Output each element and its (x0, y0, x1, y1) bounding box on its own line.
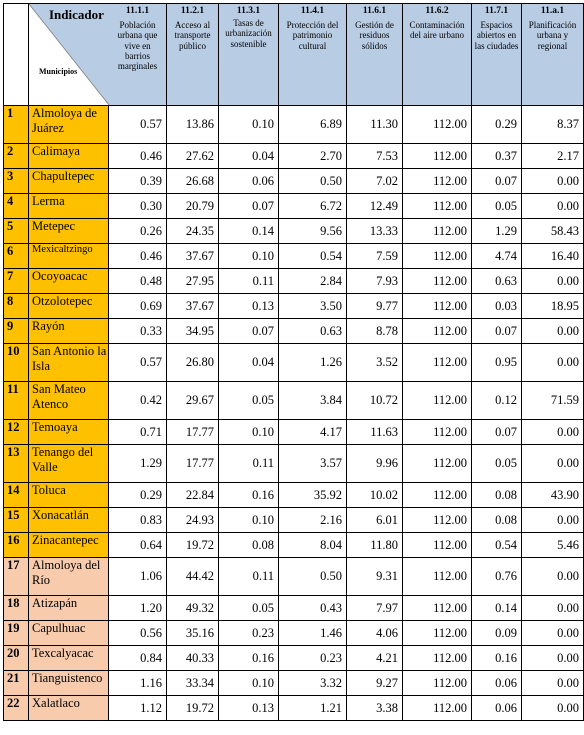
value-cell: 3.38 (347, 696, 403, 721)
municipality-name: Calimaya (29, 144, 109, 169)
header-col-7: 11.7.1 Espacios abiertos en las ciudades (472, 4, 522, 106)
value-cell: 0.00 (522, 508, 584, 533)
value-cell: 0.54 (472, 533, 522, 558)
row-number: 21 (4, 671, 29, 696)
table-row (4, 194, 584, 219)
municipality-name: Temoaya (29, 420, 109, 445)
value-cell: 0.46 (109, 244, 167, 269)
value-cell: 0.10 (219, 671, 279, 696)
value-cell: 40.33 (167, 646, 219, 671)
value-cell: 0.57 (109, 344, 167, 382)
header-col-8: 11.a.1 Planificación urbana y regional (522, 4, 584, 106)
value-cell: 0.56 (109, 621, 167, 646)
value-cell: 37.67 (167, 294, 219, 319)
value-cell: 16.40 (522, 244, 584, 269)
value-cell: 112.00 (403, 646, 472, 671)
value-cell: 0.00 (522, 646, 584, 671)
value-cell: 1.12 (109, 696, 167, 721)
row-number: 8 (4, 294, 29, 319)
value-cell: 20.79 (167, 194, 219, 219)
value-cell: 9.56 (279, 219, 347, 244)
table-row (4, 646, 584, 671)
table-body (4, 106, 584, 721)
value-cell: 0.00 (522, 269, 584, 294)
value-cell: 112.00 (403, 219, 472, 244)
value-cell: 58.43 (522, 219, 584, 244)
value-cell: 0.00 (522, 596, 584, 621)
municipality-name: Chapultepec (29, 169, 109, 194)
value-cell: 19.72 (167, 533, 219, 558)
value-cell: 0.05 (472, 194, 522, 219)
row-number: 11 (4, 382, 29, 420)
value-cell: 0.09 (472, 621, 522, 646)
value-cell: 0.00 (522, 344, 584, 382)
value-cell: 0.16 (219, 483, 279, 508)
municipality-name: Zinacantepec (29, 533, 109, 558)
value-cell: 1.29 (472, 219, 522, 244)
value-cell: 0.46 (109, 144, 167, 169)
table-row (4, 344, 584, 382)
value-cell: 29.67 (167, 382, 219, 420)
table-row (4, 319, 584, 344)
value-cell: 0.04 (219, 344, 279, 382)
municipality-name: Almoloya del Río (29, 558, 109, 596)
value-cell: 44.42 (167, 558, 219, 596)
indicators-table (3, 3, 584, 721)
row-number: 22 (4, 696, 29, 721)
municipality-name: Mexicaltzingo (29, 244, 109, 269)
value-cell: 0.11 (219, 558, 279, 596)
value-cell: 0.64 (109, 533, 167, 558)
value-cell: 5.46 (522, 533, 584, 558)
table-row (4, 219, 584, 244)
value-cell: 27.95 (167, 269, 219, 294)
value-cell: 0.10 (219, 106, 279, 144)
table-row (4, 144, 584, 169)
value-cell: 11.63 (347, 420, 403, 445)
value-cell: 2.84 (279, 269, 347, 294)
value-cell: 3.84 (279, 382, 347, 420)
value-cell: 0.43 (279, 596, 347, 621)
municipality-name: Capulhuac (29, 621, 109, 646)
value-cell: 0.10 (219, 244, 279, 269)
row-number: 5 (4, 219, 29, 244)
value-cell: 1.26 (279, 344, 347, 382)
table-row (4, 621, 584, 646)
value-cell: 0.71 (109, 420, 167, 445)
municipality-name: San Mateo Atenco (29, 382, 109, 420)
row-number: 15 (4, 508, 29, 533)
value-cell: 0.00 (522, 194, 584, 219)
row-number: 9 (4, 319, 29, 344)
value-cell: 2.16 (279, 508, 347, 533)
value-cell: 10.72 (347, 382, 403, 420)
value-cell: 0.84 (109, 646, 167, 671)
value-cell: 4.06 (347, 621, 403, 646)
value-cell: 0.11 (219, 445, 279, 483)
value-cell: 0.06 (219, 169, 279, 194)
value-cell: 7.97 (347, 596, 403, 621)
value-cell: 0.12 (472, 382, 522, 420)
value-cell: 1.29 (109, 445, 167, 483)
value-cell: 35.16 (167, 621, 219, 646)
value-cell: 0.03 (472, 294, 522, 319)
value-cell: 112.00 (403, 169, 472, 194)
value-cell: 0.69 (109, 294, 167, 319)
table-row (4, 533, 584, 558)
value-cell: 1.16 (109, 671, 167, 696)
value-cell: 0.07 (472, 319, 522, 344)
row-number: 13 (4, 445, 29, 483)
row-number: 2 (4, 144, 29, 169)
value-cell: 9.96 (347, 445, 403, 483)
table-row (4, 445, 584, 483)
value-cell: 0.48 (109, 269, 167, 294)
value-cell: 0.83 (109, 508, 167, 533)
indicator-label: Indicador (49, 7, 104, 22)
row-number: 17 (4, 558, 29, 596)
municipality-name: Almoloya de Juárez (29, 106, 109, 144)
row-number: 19 (4, 621, 29, 646)
municipality-name: Lerma (29, 194, 109, 219)
value-cell: 0.26 (109, 219, 167, 244)
value-cell: 0.63 (279, 319, 347, 344)
value-cell: 112.00 (403, 144, 472, 169)
value-cell: 112.00 (403, 596, 472, 621)
value-cell: 0.14 (472, 596, 522, 621)
value-cell: 0.54 (279, 244, 347, 269)
table-row (4, 508, 584, 533)
value-cell: 0.57 (109, 106, 167, 144)
table-row (4, 420, 584, 445)
municipality-name: Toluca (29, 483, 109, 508)
value-cell: 17.77 (167, 420, 219, 445)
value-cell: 112.00 (403, 382, 472, 420)
municipality-name: Xalatlaco (29, 696, 109, 721)
table-row (4, 596, 584, 621)
row-number: 16 (4, 533, 29, 558)
value-cell: 0.16 (472, 646, 522, 671)
value-cell: 0.50 (279, 169, 347, 194)
header-col-3: 11.3.1 Tasas de urbanización sostenible (219, 4, 279, 106)
value-cell: 0.07 (472, 169, 522, 194)
value-cell: 0.00 (522, 671, 584, 696)
value-cell: 7.53 (347, 144, 403, 169)
value-cell: 7.59 (347, 244, 403, 269)
value-cell: 0.07 (219, 319, 279, 344)
value-cell: 112.00 (403, 420, 472, 445)
value-cell: 0.00 (522, 696, 584, 721)
value-cell: 26.80 (167, 344, 219, 382)
value-cell: 0.07 (472, 420, 522, 445)
row-number: 20 (4, 646, 29, 671)
header-col-4: 11.4.1 Protección del patrimonio cultural (279, 4, 347, 106)
table-row (4, 269, 584, 294)
value-cell: 6.89 (279, 106, 347, 144)
value-cell: 13.86 (167, 106, 219, 144)
value-cell: 0.33 (109, 319, 167, 344)
value-cell: 19.72 (167, 696, 219, 721)
value-cell: 9.77 (347, 294, 403, 319)
value-cell: 0.05 (472, 445, 522, 483)
value-cell: 112.00 (403, 533, 472, 558)
value-cell: 7.02 (347, 169, 403, 194)
municipality-name: Rayón (29, 319, 109, 344)
value-cell: 0.05 (219, 596, 279, 621)
value-cell: 1.20 (109, 596, 167, 621)
value-cell: 0.13 (219, 294, 279, 319)
table-row (4, 382, 584, 420)
row-number: 6 (4, 244, 29, 269)
value-cell: 43.90 (522, 483, 584, 508)
value-cell: 3.52 (347, 344, 403, 382)
value-cell: 112.00 (403, 106, 472, 144)
value-cell: 0.95 (472, 344, 522, 382)
value-cell: 112.00 (403, 558, 472, 596)
value-cell: 17.77 (167, 445, 219, 483)
municipality-name: Metepec (29, 219, 109, 244)
value-cell: 4.17 (279, 420, 347, 445)
row-number: 18 (4, 596, 29, 621)
value-cell: 0.30 (109, 194, 167, 219)
value-cell: 0.39 (109, 169, 167, 194)
value-cell: 0.76 (472, 558, 522, 596)
value-cell: 1.21 (279, 696, 347, 721)
value-cell: 18.95 (522, 294, 584, 319)
value-cell: 0.00 (522, 420, 584, 445)
table-row (4, 294, 584, 319)
row-number: 3 (4, 169, 29, 194)
value-cell: 0.29 (109, 483, 167, 508)
table-row (4, 244, 584, 269)
value-cell: 0.29 (472, 106, 522, 144)
value-cell: 112.00 (403, 269, 472, 294)
value-cell: 0.23 (219, 621, 279, 646)
value-cell: 112.00 (403, 344, 472, 382)
value-cell: 112.00 (403, 445, 472, 483)
value-cell: 26.68 (167, 169, 219, 194)
header-row (4, 4, 584, 106)
municipality-name: Ocoyoacac (29, 269, 109, 294)
value-cell: 33.34 (167, 671, 219, 696)
value-cell: 112.00 (403, 508, 472, 533)
row-number: 10 (4, 344, 29, 382)
value-cell: 13.33 (347, 219, 403, 244)
value-cell: 9.31 (347, 558, 403, 596)
value-cell: 22.84 (167, 483, 219, 508)
value-cell: 6.72 (279, 194, 347, 219)
value-cell: 0.00 (522, 169, 584, 194)
value-cell: 35.92 (279, 483, 347, 508)
value-cell: 0.10 (219, 508, 279, 533)
value-cell: 6.01 (347, 508, 403, 533)
municipality-name: Otzolotepec (29, 294, 109, 319)
municipality-name: Xonacatlán (29, 508, 109, 533)
value-cell: 0.06 (472, 671, 522, 696)
value-cell: 0.07 (219, 194, 279, 219)
value-cell: 0.42 (109, 382, 167, 420)
value-cell: 2.70 (279, 144, 347, 169)
value-cell: 10.02 (347, 483, 403, 508)
value-cell: 24.93 (167, 508, 219, 533)
value-cell: 4.74 (472, 244, 522, 269)
value-cell: 9.27 (347, 671, 403, 696)
value-cell: 49.32 (167, 596, 219, 621)
value-cell: 0.00 (522, 319, 584, 344)
table-row (4, 558, 584, 596)
value-cell: 3.50 (279, 294, 347, 319)
value-cell: 0.14 (219, 219, 279, 244)
value-cell: 11.30 (347, 106, 403, 144)
value-cell: 0.63 (472, 269, 522, 294)
value-cell: 0.08 (472, 483, 522, 508)
value-cell: 0.37 (472, 144, 522, 169)
header-col-6: 11.6.2 Contaminación del aire urbano (403, 4, 472, 106)
row-number: 4 (4, 194, 29, 219)
value-cell: 0.04 (219, 144, 279, 169)
value-cell: 1.06 (109, 558, 167, 596)
municipality-name: Texcalyacac (29, 646, 109, 671)
value-cell: 37.67 (167, 244, 219, 269)
value-cell: 24.35 (167, 219, 219, 244)
table-row (4, 106, 584, 144)
value-cell: 0.00 (522, 621, 584, 646)
value-cell: 112.00 (403, 671, 472, 696)
header-index-cell (4, 4, 29, 106)
table-row (4, 169, 584, 194)
header-corner-cell (29, 4, 109, 106)
value-cell: 0.05 (219, 382, 279, 420)
value-cell: 1.46 (279, 621, 347, 646)
row-number: 1 (4, 106, 29, 144)
value-cell: 0.13 (219, 696, 279, 721)
value-cell: 112.00 (403, 244, 472, 269)
value-cell: 0.16 (219, 646, 279, 671)
value-cell: 0.08 (472, 508, 522, 533)
value-cell: 3.32 (279, 671, 347, 696)
value-cell: 0.50 (279, 558, 347, 596)
value-cell: 112.00 (403, 696, 472, 721)
value-cell: 11.80 (347, 533, 403, 558)
value-cell: 112.00 (403, 319, 472, 344)
value-cell: 0.23 (279, 646, 347, 671)
row-number: 12 (4, 420, 29, 445)
municipality-name: San Antonio la Isla (29, 344, 109, 382)
header-col-2: 11.2.1 Acceso al transporte público (167, 4, 219, 106)
value-cell: 71.59 (522, 382, 584, 420)
value-cell: 8.04 (279, 533, 347, 558)
municipality-name: Tenango del Valle (29, 445, 109, 483)
value-cell: 112.00 (403, 294, 472, 319)
value-cell: 4.21 (347, 646, 403, 671)
value-cell: 0.06 (472, 696, 522, 721)
value-cell: 34.95 (167, 319, 219, 344)
value-cell: 8.37 (522, 106, 584, 144)
value-cell: 0.08 (219, 533, 279, 558)
value-cell: 3.57 (279, 445, 347, 483)
municipality-name: Atizapán (29, 596, 109, 621)
value-cell: 7.93 (347, 269, 403, 294)
municipality-name: Tianguistenco (29, 671, 109, 696)
row-number: 7 (4, 269, 29, 294)
value-cell: 0.00 (522, 558, 584, 596)
value-cell: 0.11 (219, 269, 279, 294)
header-col-5: 11.6.1 Gestión de residuos sólidos (347, 4, 403, 106)
value-cell: 0.10 (219, 420, 279, 445)
table-row (4, 696, 584, 721)
value-cell: 27.62 (167, 144, 219, 169)
municipalities-label: Municipios (39, 67, 78, 76)
value-cell: 112.00 (403, 483, 472, 508)
value-cell: 2.17 (522, 144, 584, 169)
value-cell: 112.00 (403, 194, 472, 219)
value-cell: 8.78 (347, 319, 403, 344)
row-number: 14 (4, 483, 29, 508)
table-row (4, 483, 584, 508)
header-col-1: 11.1.1 Población urbana que vive en barrios marginales (109, 4, 167, 106)
value-cell: 112.00 (403, 621, 472, 646)
table-row (4, 671, 584, 696)
value-cell: 0.00 (522, 445, 584, 483)
value-cell: 12.49 (347, 194, 403, 219)
